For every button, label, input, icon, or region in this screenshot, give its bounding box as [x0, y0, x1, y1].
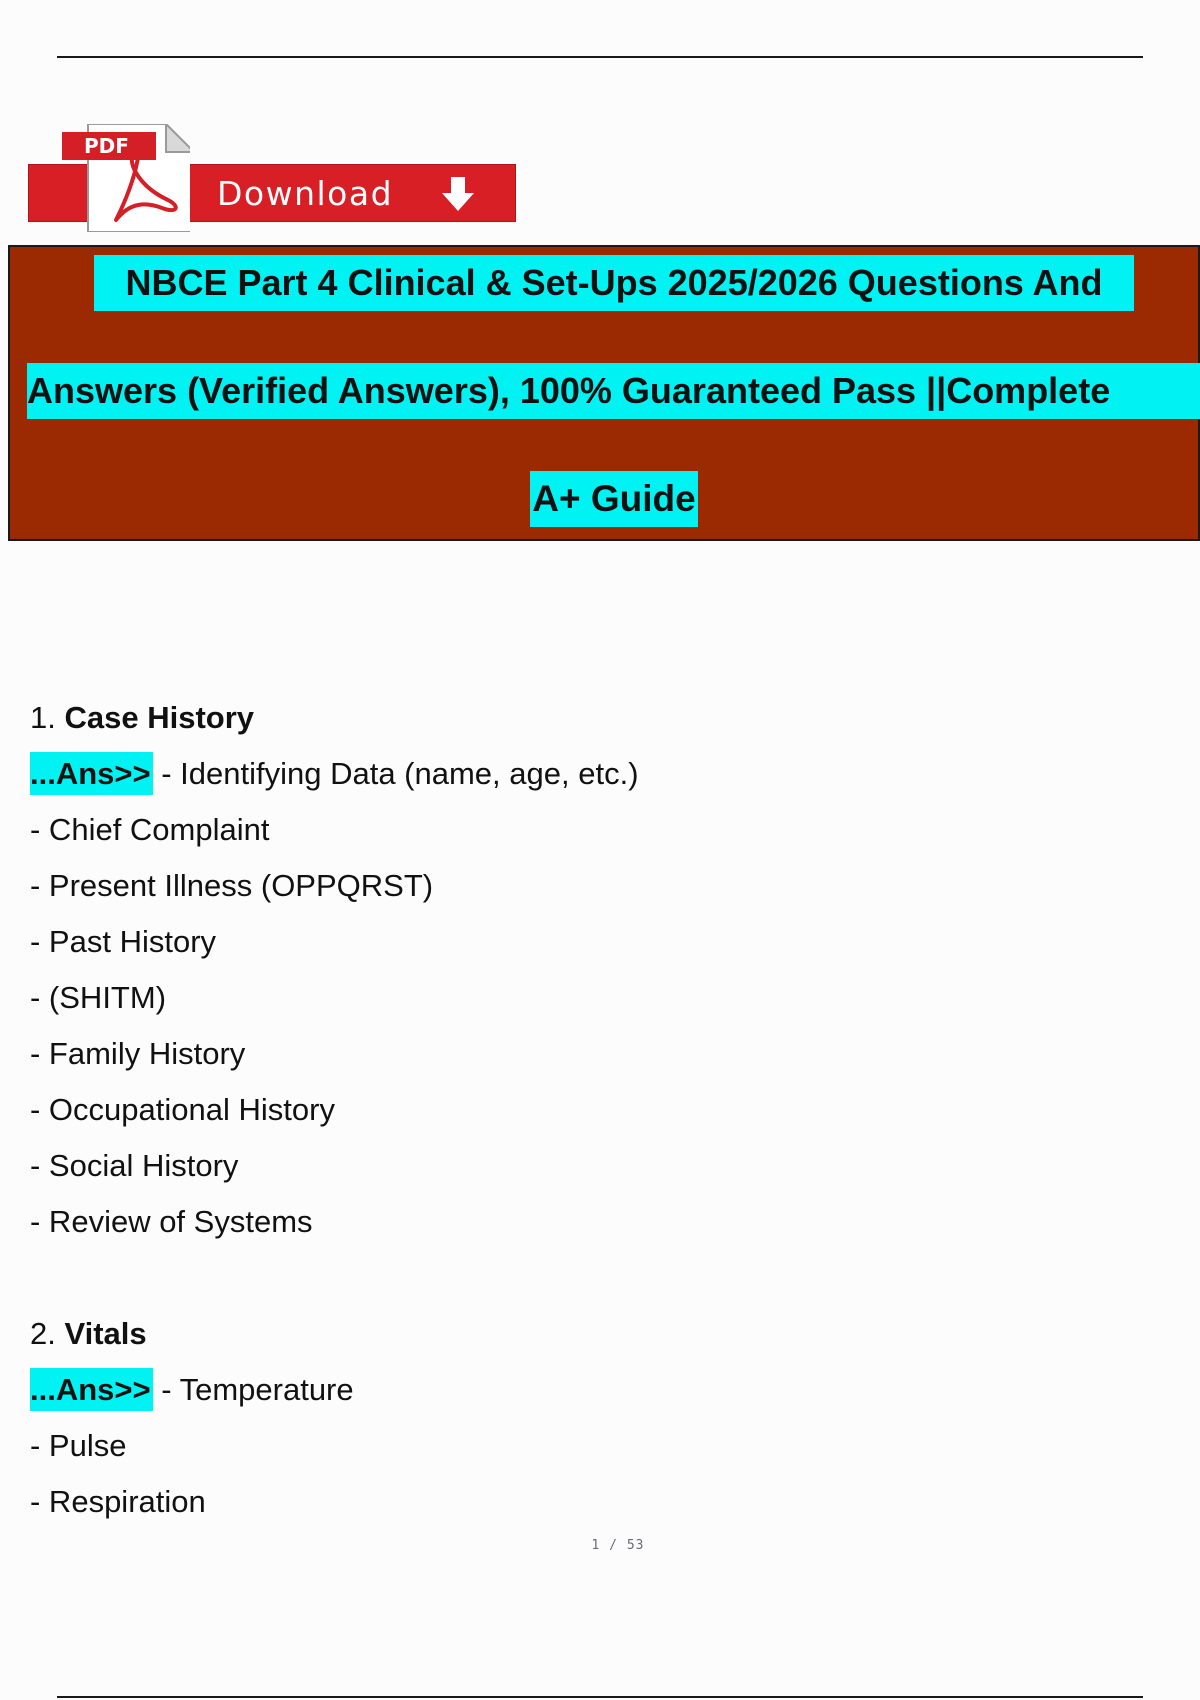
list-item: - Review of Systems [30, 1204, 313, 1239]
answer-label: ...Ans>> [30, 1368, 153, 1411]
answer-first-item: - Identifying Data (name, age, etc.) [152, 756, 639, 791]
list-item: - Occupational History [30, 1092, 335, 1127]
question-spacer [30, 1250, 1130, 1306]
question-name: Vitals [64, 1316, 147, 1351]
answer-first-line [30, 746, 1130, 802]
download-arrow-icon [441, 175, 475, 218]
question-name: Case History [64, 700, 255, 735]
answer-label: ...Ans>> [30, 752, 153, 795]
bottom-rule [57, 1696, 1143, 1698]
pdf-file-icon [58, 124, 190, 232]
list-item: - Respiration [30, 1484, 206, 1519]
top-rule [57, 56, 1143, 58]
question-number: 1. [30, 700, 56, 735]
list-item: - Social History [30, 1148, 239, 1183]
list-item: - Present Illness (OPPQRST) [30, 868, 434, 903]
question-number: 2. [30, 1316, 56, 1351]
pdf-label: PDF [62, 132, 156, 160]
question-title [30, 1306, 1130, 1362]
question-title [30, 690, 1130, 746]
list-item: - Family History [30, 1036, 246, 1071]
question-2 [30, 1306, 1130, 1530]
page-indicator: 1 / 53 [591, 1538, 645, 1553]
title-line-3: A+ Guide [530, 471, 698, 527]
list-item: - Past History [30, 924, 217, 959]
title-line-1: NBCE Part 4 Clinical & Set-Ups 2025/2026 Questions And [94, 255, 1134, 311]
list-item: - (SHITM) [30, 980, 167, 1015]
list-item: - Chief Complaint [30, 812, 270, 847]
download-label: Download [217, 174, 394, 213]
pdf-download-banner[interactable] [28, 118, 518, 238]
question-1 [30, 690, 1130, 1250]
answer-first-item: - Temperature [152, 1372, 354, 1407]
qa-content [30, 690, 1130, 1530]
list-item: - Pulse [30, 1428, 127, 1463]
answer-first-line [30, 1362, 1130, 1418]
title-line-2: Answers (Verified Answers), 100% Guaranteed Pass ||Complete [27, 363, 1200, 419]
document-title-box [8, 245, 1200, 541]
